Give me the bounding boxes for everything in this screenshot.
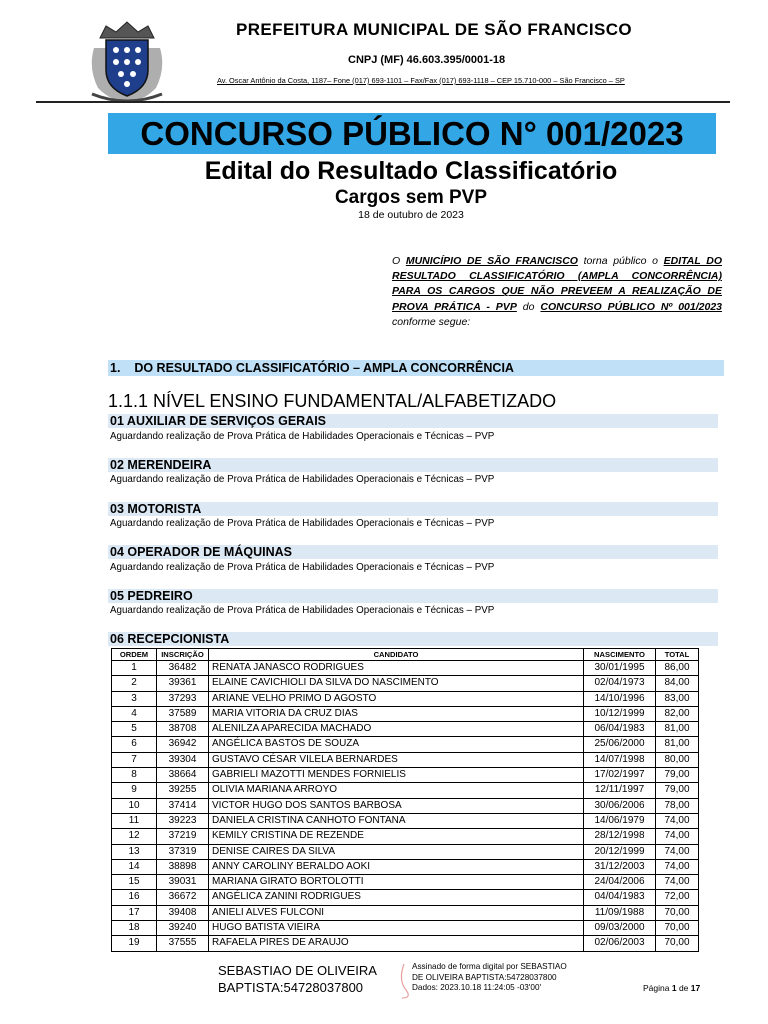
cell-candidato: RAFAELA PIRES DE ARAUJO (209, 936, 584, 951)
page-total: 17 (690, 983, 701, 993)
table-row (112, 875, 699, 890)
intro-text-3: do (516, 300, 541, 313)
cell-total: 81,00 (656, 722, 699, 737)
results-table (111, 648, 699, 952)
cell-candidato: MARIANA GIRATO BORTOLOTTI (209, 875, 584, 890)
sig-line-1: Assinado de forma digital por SEBASTIAO (412, 962, 567, 971)
cell-candidato: ANIELI ALVES FULCONI (209, 905, 584, 920)
sig-line-3: Dados: 2023.10.18 11:24:05 -03'00' (412, 983, 542, 992)
cell-inscricao: 37293 (157, 691, 209, 706)
digital-signature-info (412, 962, 567, 994)
signer-name (218, 962, 377, 996)
cell-total: 78,00 (656, 798, 699, 813)
document-subtitle-2: Cargos sem PVP (334, 187, 488, 208)
col-ordem: ORDEM (112, 649, 157, 661)
cell-nascimento: 20/12/1999 (584, 844, 656, 859)
cell-inscricao: 36672 (157, 890, 209, 905)
intro-text-4: conforme segue: (392, 315, 471, 328)
cell-total: 74,00 (656, 844, 699, 859)
cell-total: 86,00 (656, 661, 699, 676)
role-note: Aguardando realização de Prova Prática de Habilidades Operacionais e Técnicas – PVP (110, 431, 495, 442)
cell-ordem: 19 (112, 936, 157, 951)
document-date: 18 de outubro de 2023 (358, 209, 464, 221)
document-subtitle: Edital do Resultado Classificatório (204, 157, 618, 185)
cell-ordem: 11 (112, 813, 157, 828)
cell-inscricao: 39408 (157, 905, 209, 920)
signer-line-2: BAPTISTA:54728037800 (218, 980, 364, 995)
sig-line-2: DE OLIVEIRA BAPTISTA:54728037800 (412, 972, 557, 982)
cell-candidato: MARIA VITORIA DA CRUZ DIAS (209, 706, 584, 721)
cell-candidato: GABRIELI MAZOTTI MENDES FORNIELIS (209, 768, 584, 783)
col-nascimento: NASCIMENTO (584, 649, 656, 661)
cell-candidato: ARIANE VELHO PRIMO D AGOSTO (209, 691, 584, 706)
cell-inscricao: 38664 (157, 768, 209, 783)
cell-nascimento: 10/12/1999 (584, 706, 656, 721)
table-row (112, 737, 699, 752)
table-header-row (112, 649, 699, 661)
intro-bold-2: EDITAL DO RESULTADO CLASSIFICATÓRIO (AMPLA CONCORRÊNCIA) PARA OS CARGOS QUE NÃO PREVEEM A REALIZAÇÃO DE PROVA PRÁTICA - PVP (392, 255, 722, 313)
cell-inscricao: 39031 (157, 875, 209, 890)
cell-inscricao: 39255 (157, 783, 209, 798)
intro-text-1: O (392, 255, 406, 267)
cell-total: 80,00 (656, 752, 699, 767)
cell-total: 84,00 (656, 676, 699, 691)
cell-nascimento: 17/02/1997 (584, 768, 656, 783)
cell-inscricao: 36942 (157, 737, 209, 752)
table-row (112, 752, 699, 767)
cell-inscricao: 37219 (157, 829, 209, 844)
table-row (112, 722, 699, 737)
intro-text-2: torna público o (577, 255, 664, 267)
role-title: 06 RECEPCIONISTA (110, 632, 230, 646)
header-divider (36, 101, 730, 103)
coat-of-arms-icon (86, 18, 168, 104)
table-row (112, 859, 699, 874)
role-note: Aguardando realização de Prova Prática de Habilidades Operacionais e Técnicas – PVP (110, 518, 495, 529)
cell-ordem: 18 (112, 921, 157, 936)
cell-candidato: ANNY CAROLINY BERALDO AOKI (209, 859, 584, 874)
role-note: Aguardando realização de Prova Prática de Habilidades Operacionais e Técnicas – PVP (110, 474, 495, 485)
cell-candidato: DENISE CAIRES DA SILVA (209, 844, 584, 859)
cell-inscricao: 39304 (157, 752, 209, 767)
cell-ordem: 5 (112, 722, 157, 737)
municipality-name: PREFEITURA MUNICIPAL DE SÃO FRANCISCO (236, 20, 633, 39)
cell-inscricao: 38898 (157, 859, 209, 874)
role-title: 03 MOTORISTA (110, 502, 202, 516)
page-number (643, 983, 700, 993)
role-note: Aguardando realização de Prova Prática de Habilidades Operacionais e Técnicas – PVP (110, 605, 495, 616)
cell-inscricao: 38708 (157, 722, 209, 737)
cell-inscricao: 37589 (157, 706, 209, 721)
cell-nascimento: 02/04/1973 (584, 676, 656, 691)
cell-inscricao: 39240 (157, 921, 209, 936)
table-body (112, 661, 699, 952)
cell-nascimento: 14/07/1998 (584, 752, 656, 767)
cell-nascimento: 31/12/2003 (584, 859, 656, 874)
cell-candidato: KEMILY CRISTINA DE REZENDE (209, 829, 584, 844)
col-total: TOTAL (656, 649, 699, 661)
cell-candidato: ANGÉLICA ZANINI RODRIGUES (209, 890, 584, 905)
table-row (112, 798, 699, 813)
cell-total: 79,00 (656, 783, 699, 798)
cell-ordem: 7 (112, 752, 157, 767)
role-title: 04 OPERADOR DE MÁQUINAS (110, 545, 292, 559)
section-heading: 1. DO RESULTADO CLASSIFICATÓRIO – AMPLA CONCORRÊNCIA (110, 361, 514, 375)
cell-total: 72,00 (656, 890, 699, 905)
cell-total: 70,00 (656, 905, 699, 920)
col-inscricao: INSCRIÇÃO (157, 649, 209, 661)
role-title: 05 PEDREIRO (110, 589, 193, 603)
table-row (112, 921, 699, 936)
cell-ordem: 15 (112, 875, 157, 890)
cell-total: 70,00 (656, 936, 699, 951)
cell-inscricao: 39361 (157, 676, 209, 691)
table-row (112, 936, 699, 951)
cell-total: 74,00 (656, 859, 699, 874)
cell-candidato: HUGO BATISTA VIEIRA (209, 921, 584, 936)
cell-nascimento: 30/01/1995 (584, 661, 656, 676)
cell-nascimento: 14/10/1996 (584, 691, 656, 706)
cell-total: 81,00 (656, 737, 699, 752)
cell-ordem: 14 (112, 859, 157, 874)
level-heading: 1.1.1 NÍVEL ENSINO FUNDAMENTAL/ALFABETIZADO (108, 391, 557, 411)
cell-ordem: 3 (112, 691, 157, 706)
cell-ordem: 16 (112, 890, 157, 905)
cell-candidato: OLIVIA MARIANA ARROYO (209, 783, 584, 798)
intro-paragraph (392, 254, 722, 330)
page-current: 1 (671, 983, 677, 993)
cell-inscricao: 36482 (157, 661, 209, 676)
cell-candidato: VICTOR HUGO DOS SANTOS BARBOSA (209, 798, 584, 813)
table-row (112, 768, 699, 783)
cell-nascimento: 25/06/2000 (584, 737, 656, 752)
document-title: CONCURSO PÚBLICO N° 001/2023 (140, 115, 684, 152)
table-row (112, 676, 699, 691)
role-highlight (108, 589, 718, 603)
cell-inscricao: 39223 (157, 813, 209, 828)
cell-nascimento: 14/06/1979 (584, 813, 656, 828)
cell-inscricao: 37414 (157, 798, 209, 813)
table-row (112, 829, 699, 844)
cell-nascimento: 09/03/2000 (584, 921, 656, 936)
cell-nascimento: 11/09/1988 (584, 905, 656, 920)
page-mid: de (676, 983, 691, 993)
cell-ordem: 1 (112, 661, 157, 676)
role-title: 01 AUXILIAR DE SERVIÇOS GERAIS (110, 414, 327, 428)
table-row (112, 691, 699, 706)
address: Av. Oscar Antônio da Costa, 1187– Fone (017) 693-1101 – Fax/Fax (017) 693-1118 – CEP 15.710-000 – São Francisco – SP (217, 76, 625, 85)
cell-total: 74,00 (656, 813, 699, 828)
cell-nascimento: 30/06/2006 (584, 798, 656, 813)
table-row (112, 661, 699, 676)
intro-bold-3: CONCURSO PÚBLICO Nº 001/2023 (540, 300, 722, 313)
cell-ordem: 6 (112, 737, 157, 752)
table-row (112, 813, 699, 828)
signer-line-1: SEBASTIAO DE OLIVEIRA (218, 963, 377, 978)
table-row (112, 890, 699, 905)
cell-inscricao: 37319 (157, 844, 209, 859)
table-row (112, 706, 699, 721)
cell-ordem: 9 (112, 783, 157, 798)
cell-ordem: 13 (112, 844, 157, 859)
cell-nascimento: 12/11/1997 (584, 783, 656, 798)
cell-nascimento: 02/06/2003 (584, 936, 656, 951)
cell-ordem: 4 (112, 706, 157, 721)
cell-total: 83,00 (656, 691, 699, 706)
cell-ordem: 2 (112, 676, 157, 691)
cell-ordem: 10 (112, 798, 157, 813)
cell-total: 82,00 (656, 706, 699, 721)
cell-candidato: DANIELA CRISTINA CANHOTO FONTANA (209, 813, 584, 828)
cell-nascimento: 04/04/1983 (584, 890, 656, 905)
table-row (112, 783, 699, 798)
cell-nascimento: 28/12/1998 (584, 829, 656, 844)
cell-candidato: ELAINE CAVICHIOLI DA SILVA DO NASCIMENTO (209, 676, 584, 691)
cell-ordem: 8 (112, 768, 157, 783)
table-row (112, 905, 699, 920)
cell-total: 70,00 (656, 921, 699, 936)
cell-total: 79,00 (656, 768, 699, 783)
cell-ordem: 17 (112, 905, 157, 920)
cell-candidato: GUSTAVO CÉSAR VILELA BERNARDES (209, 752, 584, 767)
cell-inscricao: 37555 (157, 936, 209, 951)
intro-bold-1: MUNICÍPIO DE SÃO FRANCISCO (405, 255, 578, 267)
cell-total: 74,00 (656, 829, 699, 844)
cell-ordem: 12 (112, 829, 157, 844)
cell-candidato: ALENILZA APARECIDA MACHADO (209, 722, 584, 737)
cell-total: 74,00 (656, 875, 699, 890)
col-candidato: CANDIDATO (209, 649, 584, 661)
role-title: 02 MERENDEIRA (110, 458, 212, 472)
cell-candidato: ANGÉLICA BASTOS DE SOUZA (209, 737, 584, 752)
cell-nascimento: 24/04/2006 (584, 875, 656, 890)
cell-nascimento: 06/04/1983 (584, 722, 656, 737)
role-note: Aguardando realização de Prova Prática de Habilidades Operacionais e Técnicas – PVP (110, 562, 495, 573)
table-row (112, 844, 699, 859)
cnpj: CNPJ (MF) 46.603.395/0001-18 (348, 54, 506, 66)
cell-candidato: RENATA JANASCO RODRIGUES (209, 661, 584, 676)
page-prefix: Página (643, 983, 672, 993)
